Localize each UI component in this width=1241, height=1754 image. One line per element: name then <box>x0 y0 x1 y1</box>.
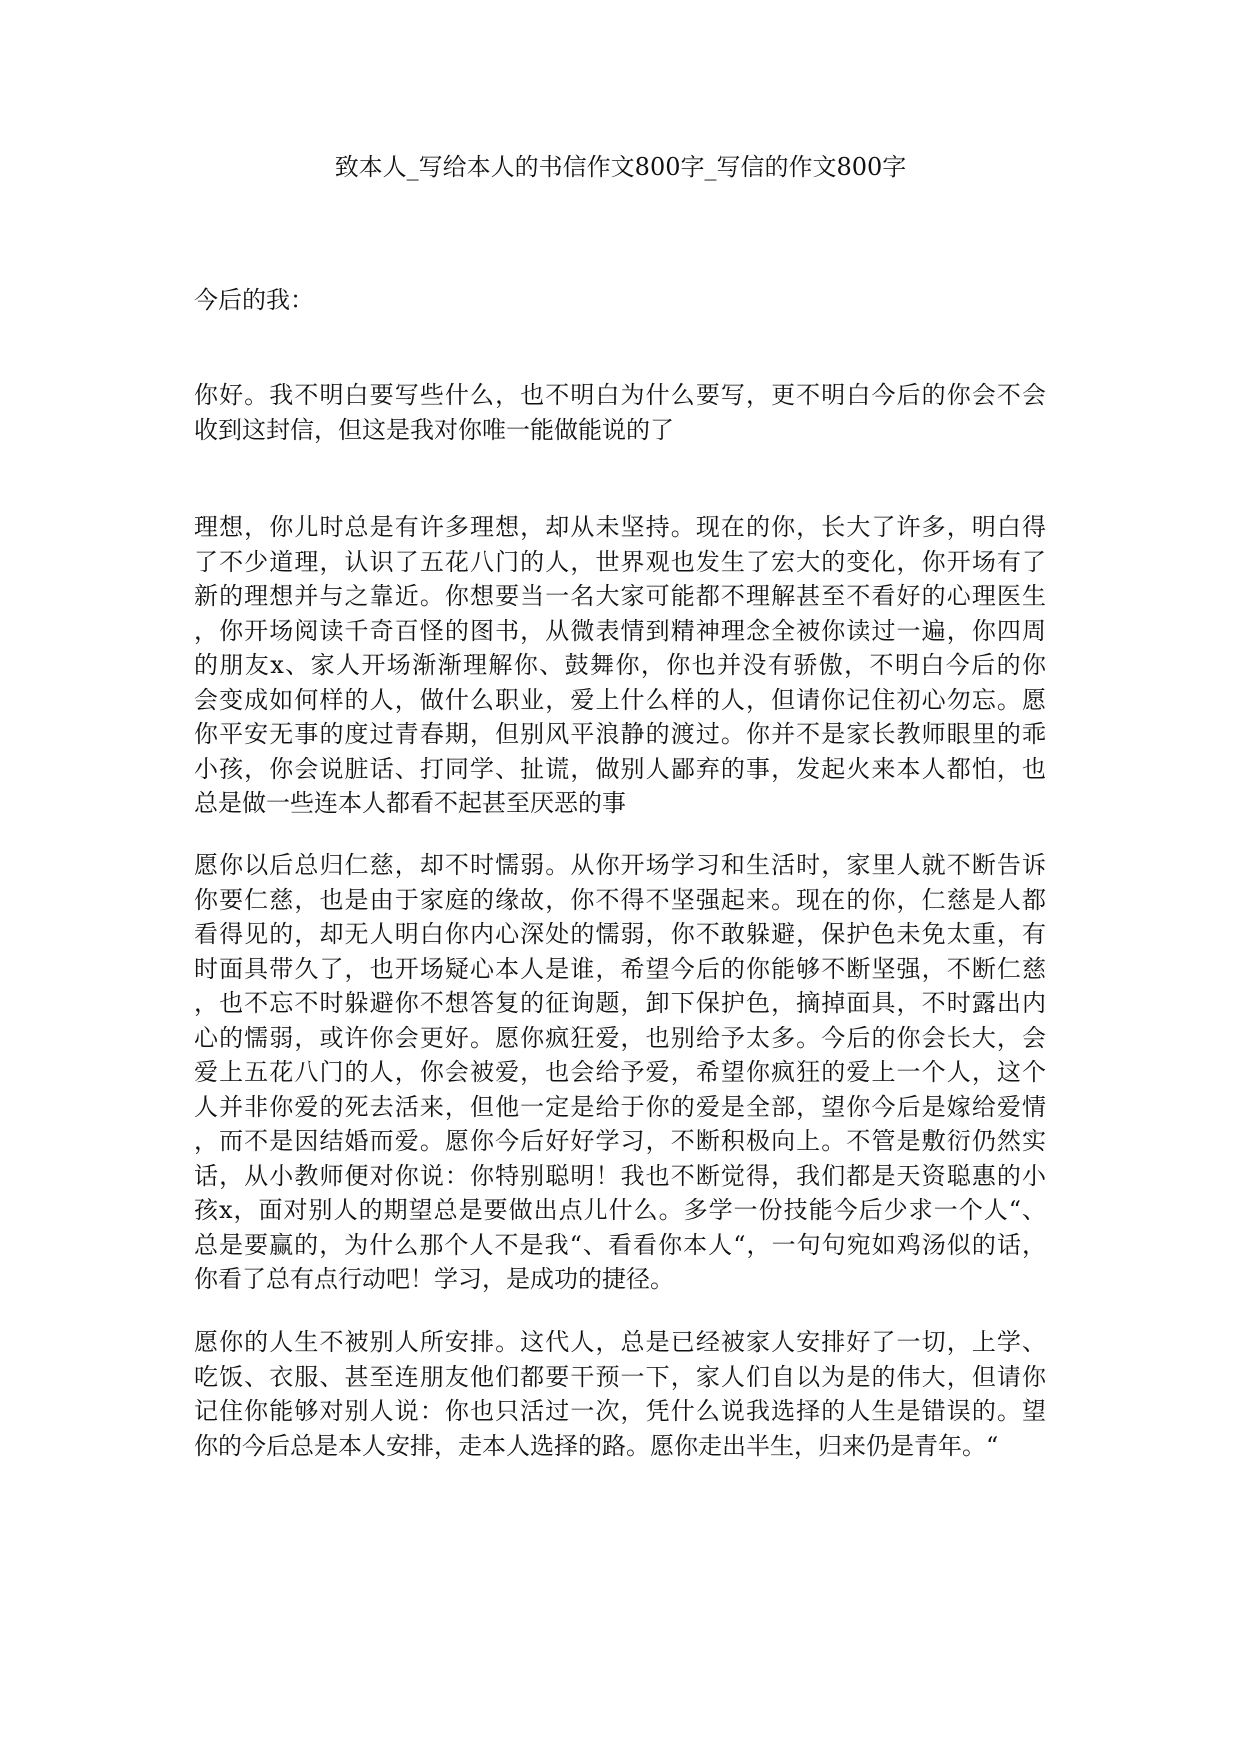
paragraph-line: 你的今后总是本人安排，走本人选择的路。愿你走出半生，归来仍是青年。“ <box>194 1431 999 1460</box>
paragraph-life-choices <box>194 1325 1046 1463</box>
paragraph-line: 愿你以后总归仁慈，却不时懦弱。从你开场学习和生活时，家里人就不断告诉 <box>194 851 1046 879</box>
paragraph-line: 人并非你爱的死去活来，但他一定是给于你的爱是全部，望你今后是嫁给爱情 <box>194 1092 1046 1121</box>
paragraph-line: 你看了总有点行动吧！学习，是成功的捷径。 <box>194 1265 674 1293</box>
salutation: 今后的我： <box>194 286 314 314</box>
paragraph-line: 总是做一些连本人都看不起甚至厌恶的事 <box>194 789 626 817</box>
paragraph-line: 爱上五花八门的人，你会被爱，也会给予爱，希望你疯狂的爱上一个人，这个 <box>194 1058 1046 1086</box>
paragraph-line: 小孩，你会说脏话、打同学、扯谎，做别人鄙弃的事，发起火来本人都怕，也 <box>194 754 1046 783</box>
paragraph-line: ，而不是因结婚而爱。愿你今后好好学习，不断积极向上。不管是敷衍仍然实 <box>194 1127 1046 1155</box>
paragraph-line: 看得见的，却无人明白你内心深处的懦弱，你不敢躲避，保护色未免太重，有 <box>194 920 1046 948</box>
paragraph-line: 会变成如何样的人，做什么职业，爱上什么样的人，但请你记住初心勿忘。愿 <box>194 685 1046 714</box>
paragraph-line: 理想，你儿时总是有许多理想，却从未坚持。现在的你，长大了许多，明白得 <box>194 513 1046 541</box>
paragraph-kindness <box>194 848 1046 1297</box>
paragraph-line: ，也不忘不时躲避你不想答复的征询题，卸下保护色，摘掉面具，不时露出内 <box>194 989 1046 1017</box>
paragraph-line: 时面具带久了，也开场疑心本人是谁，希望今后的你能够不断坚强，不断仁慈 <box>194 954 1046 983</box>
paragraph-line: 你好。我不明白要写些什么，也不明白为什么要写，更不明白今后的你会不会 <box>194 381 1046 409</box>
paragraph-line: 的朋友x、家人开场渐渐理解你、鼓舞你，你也并没有骄傲，不明白今后的你 <box>194 651 1046 679</box>
paragraph-line: 你要仁慈，也是由于家庭的缘故，你不得不坚强起来。现在的你，仁慈是人都 <box>194 885 1046 914</box>
paragraph-line: 孩x，面对别人的期望总是要做出点儿什么。多学一份技能今后少求一个人“、 <box>194 1196 1046 1224</box>
paragraph-line: 心的懦弱，或许你会更好。愿你疯狂爱，也别给予太多。今后的你会长大，会 <box>194 1023 1046 1052</box>
paragraph-ideals <box>194 510 1046 821</box>
paragraph-line: 新的理想并与之靠近。你想要当一名大家可能都不理解甚至不看好的心理医生 <box>194 582 1046 610</box>
paragraph-line: 记住你能够对别人说：你也只活过一次，凭什么说我选择的人生是错误的。望 <box>194 1397 1046 1425</box>
paragraph-line: 总是要赢的，为什么那个人不是我“、看看你本人“，一句句宛如鸡汤似的话， <box>194 1230 1046 1259</box>
paragraph-line: ，你开场阅读千奇百怪的图书，从微表情到精神理念全被你读过一遍，你四周 <box>194 616 1046 645</box>
paragraph-line: 了不少道理，认识了五花八门的人，世界观也发生了宏大的变化，你开场有了 <box>194 547 1046 576</box>
paragraph-line: 收到这封信，但这是我对你唯一能做能说的了 <box>194 415 674 444</box>
paragraph-line: 话，从小教师便对你说：你特别聪明！我也不断觉得，我们都是天资聪惠的小 <box>194 1161 1046 1190</box>
paragraph-line: 吃饭、衣服、甚至连朋友他们都要干预一下，家人们自以为是的伟大，但请你 <box>194 1362 1046 1391</box>
paragraph-line: 你平安无事的度过青春期，但别风平浪静的渡过。你并不是家长教师眼里的乖 <box>194 720 1046 748</box>
document-title: 致本人_写给本人的书信作文800字_写信的作文800字 <box>334 153 907 181</box>
paragraph-line: 愿你的人生不被别人所安排。这代人，总是已经被家人安排好了一切，上学、 <box>194 1328 1046 1356</box>
paragraph-greeting <box>194 378 1046 447</box>
